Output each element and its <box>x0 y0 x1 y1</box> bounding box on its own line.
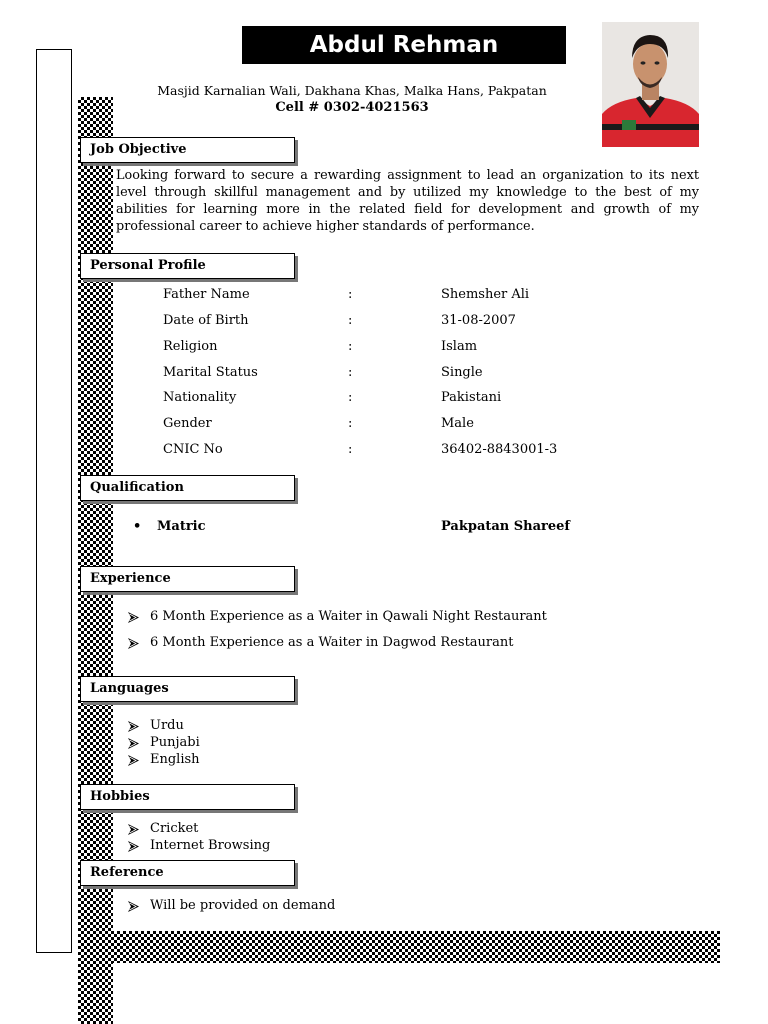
profile-row <box>163 416 683 436</box>
arrow-bullet-icon <box>128 755 139 766</box>
profile-separator: : <box>348 287 353 302</box>
objective-paragraph: Looking forward to secure a rewarding assignment to lead an organization to its next level through skillful management and by utilized my knowledge to the best of my abilities for learning more in the related field for development and growth of my professional career to achieve higher standards of performance. <box>116 168 699 234</box>
profile-value: Single <box>441 365 483 380</box>
profile-label: CNIC No <box>163 442 223 457</box>
profile-label: Father Name <box>163 287 250 302</box>
arrow-bullet-icon <box>128 638 139 649</box>
qualification-board: Pakpatan Shareef <box>441 519 571 534</box>
qualification-degree: Matric <box>157 519 206 534</box>
section-heading-experience: Experience <box>80 566 295 592</box>
profile-row <box>163 442 683 462</box>
bottom-checker-strip <box>78 931 720 963</box>
hobby-text: Cricket <box>150 821 199 836</box>
profile-value: Male <box>441 416 474 431</box>
cell-number: Cell # 0302-4021563 <box>275 100 429 115</box>
profile-value: Shemsher Ali <box>441 287 530 302</box>
page-border-line <box>36 49 72 953</box>
profile-separator: : <box>348 390 353 405</box>
bullet-dot-icon: • <box>133 519 142 534</box>
profile-separator: : <box>348 339 353 354</box>
contact-block <box>130 82 574 116</box>
hobby-text: Internet Browsing <box>150 838 271 853</box>
profile-photo-image <box>602 22 699 147</box>
arrow-bullet-icon <box>128 612 139 623</box>
profile-separator: : <box>348 365 353 380</box>
profile-label: Date of Birth <box>163 313 249 328</box>
profile-label: Nationality <box>163 390 237 405</box>
section-heading-job-objective: Job Objective <box>80 137 295 163</box>
name-banner: Abdul Rehman <box>242 26 566 64</box>
profile-label: Gender <box>163 416 212 431</box>
profile-photo <box>602 22 699 147</box>
profile-separator: : <box>348 442 353 457</box>
arrow-bullet-icon <box>128 738 139 749</box>
profile-value: 36402-8843001-3 <box>441 442 558 457</box>
arrow-bullet-icon <box>128 841 139 852</box>
profile-value: Pakistani <box>441 390 502 405</box>
profile-label: Religion <box>163 339 218 354</box>
profile-value: 31-08-2007 <box>441 313 516 328</box>
profile-row <box>163 339 683 359</box>
profile-row <box>163 390 683 410</box>
arrow-bullet-icon <box>128 824 139 835</box>
arrow-bullet-icon <box>128 721 139 732</box>
profile-row <box>163 365 683 385</box>
language-text: Urdu <box>150 718 184 733</box>
section-heading-hobbies: Hobbies <box>80 784 295 810</box>
section-heading-languages: Languages <box>80 676 295 702</box>
section-heading-qualification: Qualification <box>80 475 295 501</box>
profile-row <box>163 287 683 307</box>
section-heading-personal-profile: Personal Profile <box>80 253 295 279</box>
profile-separator: : <box>348 416 353 431</box>
language-text: Punjabi <box>150 735 200 750</box>
profile-separator: : <box>348 313 353 328</box>
language-text: English <box>150 752 200 767</box>
section-heading-reference: Reference <box>80 860 295 886</box>
experience-text: 6 Month Experience as a Waiter in Dagwod Restaurant <box>150 635 514 650</box>
profile-row <box>163 313 683 333</box>
reference-text: Will be provided on demand <box>150 898 336 913</box>
address-text: Masjid Karnalian Wali, Dakhana Khas, Malka Hans, Pakpatan <box>157 83 547 98</box>
profile-value: Islam <box>441 339 478 354</box>
experience-text: 6 Month Experience as a Waiter in Qawali Night Restaurant <box>150 609 547 624</box>
profile-label: Marital Status <box>163 365 258 380</box>
arrow-bullet-icon <box>128 901 139 912</box>
